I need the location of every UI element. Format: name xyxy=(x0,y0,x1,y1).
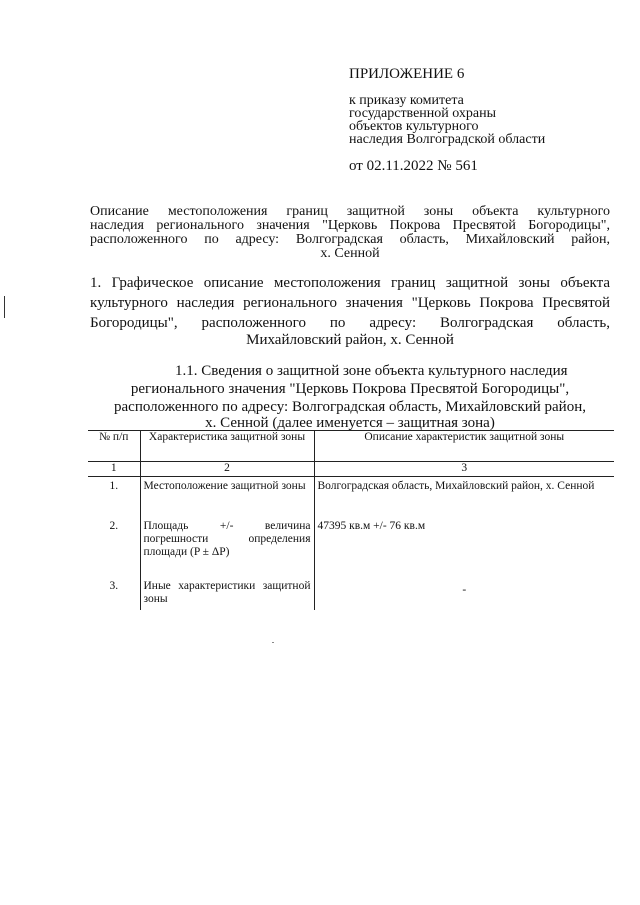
section1-line-1: 1. Графическое описание местоположения границ защитной зоны объекта xyxy=(90,275,610,291)
margin-mark xyxy=(4,296,5,318)
section11-line-3: расположенного по адресу: Волгоградская область, Михайловский район, xyxy=(114,399,586,415)
row-characteristic: Местоположение защитной зоны xyxy=(140,477,314,521)
section11-line-2: регионального значения "Церковь Покрова Пресвятой Богородицы", xyxy=(130,381,570,397)
table-column-numbers-row xyxy=(88,462,614,477)
header-characteristic: Характеристика защитной зоны xyxy=(140,431,314,462)
table-row xyxy=(88,580,614,610)
order-line-2: государственной охраны xyxy=(349,106,497,121)
section11-line-4: х. Сенной (далее именуется – защитная зона) xyxy=(205,415,495,431)
row-number: 2. xyxy=(109,520,119,532)
table-row xyxy=(88,477,614,521)
section1-line-4: Михайловский район, х. Сенной xyxy=(246,332,454,348)
row-number: 1. xyxy=(109,480,119,492)
col-number-3: 3 xyxy=(314,462,614,477)
title-line-3: расположенного по адресу: Волгоградская область, Михайловский район, xyxy=(90,232,610,247)
appendix-title: ПРИЛОЖЕНИЕ 6 xyxy=(349,66,465,82)
row-description: 47395 кв.м +/- 76 кв.м xyxy=(314,520,614,580)
row-characteristic: Иные характеристики защитной зоны xyxy=(140,580,314,610)
header-number: № п/п xyxy=(88,431,140,462)
title-line-1: Описание местоположения границ защитной зоны объекта культурного xyxy=(90,204,610,219)
header-description: Описание характеристик защитной зоны xyxy=(314,431,614,462)
title-line-4: х. Сенной xyxy=(320,246,380,261)
row-description: Волгоградская область, Михайловский район, х. Сенной xyxy=(314,477,614,521)
table-row xyxy=(88,520,614,580)
col-number-1: 1 xyxy=(88,462,140,477)
section11-line-1: 1.1. Сведения о защитной зоне объекта культурного наследия xyxy=(175,363,568,379)
order-line-3: объектов культурного xyxy=(349,119,479,134)
order-line-4: наследия Волгоградской области xyxy=(349,132,546,147)
row-characteristic: Площадь +/- величина погрешности определения площади (P ± ΔP) xyxy=(140,520,314,580)
section1-line-3: Богородицы", расположенного по адресу: Волгоградская область, xyxy=(90,315,610,331)
col-number-2: 2 xyxy=(140,462,314,477)
row-description: - xyxy=(314,580,614,610)
order-line-1: к приказу комитета xyxy=(349,93,464,108)
order-date: от 02.11.2022 № 561 xyxy=(349,158,478,174)
scan-speck xyxy=(272,642,274,643)
title-line-2: наследия регионального значения "Церковь Покрова Пресвятой Богородицы", xyxy=(90,218,610,233)
zone-table xyxy=(88,430,614,610)
table-header-row xyxy=(88,431,614,462)
row-number: 3. xyxy=(109,580,119,592)
section1-line-2: культурного наследия регионального значения "Церковь Покрова Пресвятой xyxy=(90,295,610,311)
